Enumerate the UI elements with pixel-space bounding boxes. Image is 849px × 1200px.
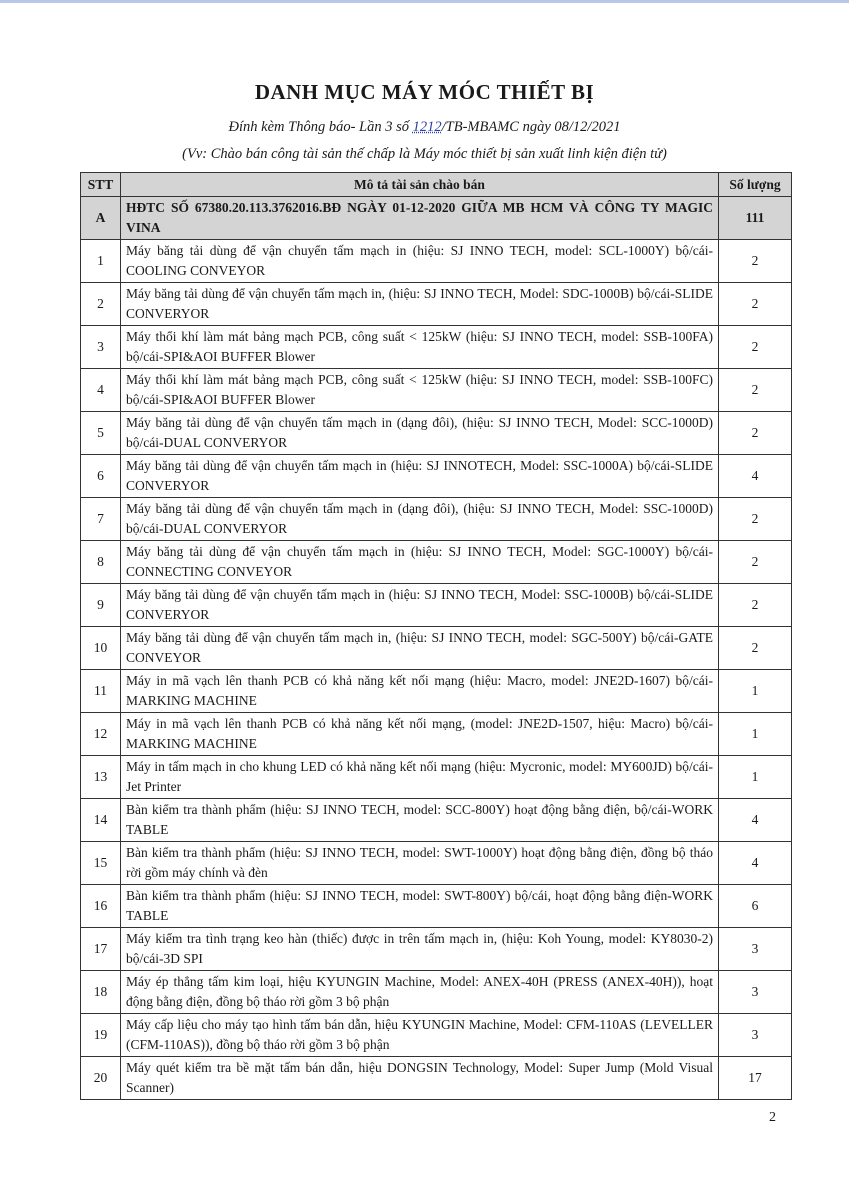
row-quantity: 2 bbox=[719, 326, 792, 369]
row-quantity: 4 bbox=[719, 455, 792, 498]
row-stt: 20 bbox=[81, 1057, 121, 1100]
group-description: HĐTC SỐ 67380.20.113.3762016.BĐ NGÀY 01-12-2020 GIỮA MB HCM VÀ CÔNG TY MAGIC VINA bbox=[121, 197, 719, 240]
row-description: Máy kiểm tra tình trạng keo hàn (thiếc) được in trên tấm mạch in, (hiệu: Koh Young, model: KY8030-2) bộ/cái-3D SPI bbox=[121, 928, 719, 971]
row-quantity: 3 bbox=[719, 928, 792, 971]
document-subject: (Vv: Chào bán công tài sản thế chấp là Máy móc thiết bị sản xuất linh kiện điện tử) bbox=[182, 146, 667, 162]
row-description: Máy quét kiểm tra bề mặt tấm bán dẫn, hiệu DONGSIN Technology, Model: Super Jump (Mold Visual Scanner) bbox=[121, 1057, 719, 1100]
table-row bbox=[81, 412, 792, 455]
header-stt: STT bbox=[81, 173, 121, 197]
row-stt: 9 bbox=[81, 584, 121, 627]
row-quantity: 6 bbox=[719, 885, 792, 928]
row-stt: 10 bbox=[81, 627, 121, 670]
row-stt: 11 bbox=[81, 670, 121, 713]
table-row bbox=[81, 369, 792, 412]
table-row bbox=[81, 885, 792, 928]
page-number: 2 bbox=[769, 1110, 776, 1125]
row-stt: 18 bbox=[81, 971, 121, 1014]
row-quantity: 17 bbox=[719, 1057, 792, 1100]
row-description: Bàn kiểm tra thành phẩm (hiệu: SJ INNO TECH, model: SWT-800Y) bộ/cái, hoạt động bằng điện-WORK TABLE bbox=[121, 885, 719, 928]
table-row bbox=[81, 928, 792, 971]
row-description: Máy thổi khí làm mát bảng mạch PCB, công suất < 125kW (hiệu: SJ INNO TECH, model: SSB-100FA) bộ/cái-SPI&AOI BUFFER Blower bbox=[121, 326, 719, 369]
document-title: DANH MỤC MÁY MÓC THIẾT BỊ bbox=[254, 80, 595, 104]
row-description: Máy băng tải dùng để vận chuyển tấm mạch in (hiệu: SJ INNOTECH, Model: SSC-1000A) bộ/cái-SLIDE CONVERYOR bbox=[121, 455, 719, 498]
table-row bbox=[81, 713, 792, 756]
row-description: Bàn kiểm tra thành phẩm (hiệu: SJ INNO TECH, model: SCC-800Y) hoạt động bằng điện, bộ/cái-WORK TABLE bbox=[121, 799, 719, 842]
row-stt: 4 bbox=[81, 369, 121, 412]
table-header-row bbox=[81, 173, 792, 197]
row-description: Máy in mã vạch lên thanh PCB có khả năng kết nối mạng, (model: JNE2D-1507, hiệu: Macro) bộ/cái-MARKING MACHINE bbox=[121, 713, 719, 756]
row-quantity: 2 bbox=[719, 240, 792, 283]
row-stt: 1 bbox=[81, 240, 121, 283]
asset-table bbox=[80, 172, 792, 1100]
row-description: Máy băng tải dùng để vận chuyển tấm mạch in (hiệu: SJ INNO TECH, Model: SSC-1000B) bộ/cái-SLIDE CONVERYOR bbox=[121, 584, 719, 627]
group-stt: A bbox=[81, 197, 121, 240]
row-description: Máy cấp liệu cho máy tạo hình tấm bán dẫn, hiệu KYUNGIN Machine, Model: CFM-110AS (LEVELLER (CFM-110AS)), đồng bộ tháo rời gồm 3 bộ phận bbox=[121, 1014, 719, 1057]
row-description: Máy băng tải dùng để vận chuyển tấm mạch in (dạng đôi), (hiệu: SJ INNO TECH, Model: SCC-1000D) bộ/cái-DUAL CONVERYOR bbox=[121, 412, 719, 455]
table-row bbox=[81, 240, 792, 283]
table-row bbox=[81, 541, 792, 584]
row-quantity: 2 bbox=[719, 283, 792, 326]
row-quantity: 3 bbox=[719, 971, 792, 1014]
row-stt: 8 bbox=[81, 541, 121, 584]
row-description: Máy băng tải dùng để vận chuyển tấm mạch in (hiệu: SJ INNO TECH, model: SCL-1000Y) bộ/cái-COOLING CONVEYOR bbox=[121, 240, 719, 283]
row-description: Máy ép thẳng tấm kim loại, hiệu KYUNGIN Machine, Model: ANEX-40H (PRESS (ANEX-40H)), hoạt động bằng điện, đồng bộ tháo rời gồm 3 bộ phận bbox=[121, 971, 719, 1014]
row-description: Máy thổi khí làm mát bảng mạch PCB, công suất < 125kW (hiệu: SJ INNO TECH, model: SSB-100FC) bộ/cái-SPI&AOI BUFFER Blower bbox=[121, 369, 719, 412]
row-quantity: 2 bbox=[719, 498, 792, 541]
row-quantity: 1 bbox=[719, 670, 792, 713]
table-row bbox=[81, 283, 792, 326]
row-stt: 14 bbox=[81, 799, 121, 842]
table-row bbox=[81, 670, 792, 713]
row-description: Máy băng tải dùng để vận chuyển tấm mạch in, (hiệu: SJ INNO TECH, Model: SDC-1000B) bộ/cái-SLIDE CONVERYOR bbox=[121, 283, 719, 326]
row-stt: 15 bbox=[81, 842, 121, 885]
table-row bbox=[81, 326, 792, 369]
row-stt: 3 bbox=[81, 326, 121, 369]
table-row bbox=[81, 627, 792, 670]
row-description: Máy băng tải dùng để vận chuyển tấm mạch in (dạng đôi), (hiệu: SJ INNO TECH, Model: SSC-1000D) bộ/cái-DUAL CONVERYOR bbox=[121, 498, 719, 541]
table-row bbox=[81, 971, 792, 1014]
row-description: Máy băng tải dùng để vận chuyển tấm mạch in (hiệu: SJ INNO TECH, Model: SGC-1000Y) bộ/cái-CONNECTING CONVEYOR bbox=[121, 541, 719, 584]
row-quantity: 2 bbox=[719, 541, 792, 584]
row-stt: 19 bbox=[81, 1014, 121, 1057]
row-stt: 12 bbox=[81, 713, 121, 756]
row-quantity: 3 bbox=[719, 1014, 792, 1057]
row-stt: 7 bbox=[81, 498, 121, 541]
row-quantity: 4 bbox=[719, 799, 792, 842]
table-row bbox=[81, 584, 792, 627]
row-stt: 2 bbox=[81, 283, 121, 326]
table-row bbox=[81, 498, 792, 541]
contract-group-row bbox=[81, 197, 792, 240]
notice-number: 1212 bbox=[412, 119, 442, 135]
table-row bbox=[81, 1057, 792, 1100]
row-quantity: 2 bbox=[719, 627, 792, 670]
row-stt: 13 bbox=[81, 756, 121, 799]
row-stt: 6 bbox=[81, 455, 121, 498]
row-description: Máy băng tải dùng để vận chuyển tấm mạch in, (hiệu: SJ INNO TECH, model: SGC-500Y) bộ/cái-GATE CONVEYOR bbox=[121, 627, 719, 670]
scan-edge-mark bbox=[0, 0, 849, 3]
table-row bbox=[81, 756, 792, 799]
row-description: Máy in tấm mạch in cho khung LED có khả năng kết nối mạng (hiệu: Mycronic, model: MY600JD) bộ/cái-Jet Printer bbox=[121, 756, 719, 799]
table-row bbox=[81, 842, 792, 885]
row-quantity: 2 bbox=[719, 369, 792, 412]
table-row bbox=[81, 1014, 792, 1057]
row-description: Bàn kiểm tra thành phẩm (hiệu: SJ INNO TECH, model: SWT-1000Y) hoạt động bằng điện, đồng bộ tháo rời gồm máy chính và đèn bbox=[121, 842, 719, 885]
row-quantity: 2 bbox=[719, 412, 792, 455]
row-quantity: 2 bbox=[719, 584, 792, 627]
header-quantity: Số lượng bbox=[719, 173, 792, 197]
attachment-suffix: /TB-MBAMC ngày 08/12/2021 bbox=[441, 119, 621, 135]
group-quantity: 111 bbox=[719, 197, 792, 240]
table-row bbox=[81, 455, 792, 498]
row-stt: 5 bbox=[81, 412, 121, 455]
attachment-reference bbox=[0, 119, 849, 136]
table-row bbox=[81, 799, 792, 842]
row-description: Máy in mã vạch lên thanh PCB có khả năng kết nối mạng (hiệu: Macro, model: JNE2D-1607) bộ/cái-MARKING MACHINE bbox=[121, 670, 719, 713]
row-stt: 16 bbox=[81, 885, 121, 928]
row-quantity: 1 bbox=[719, 756, 792, 799]
row-stt: 17 bbox=[81, 928, 121, 971]
row-quantity: 4 bbox=[719, 842, 792, 885]
attachment-prefix: Đính kèm Thông báo- Lần 3 số bbox=[228, 119, 413, 135]
row-quantity: 1 bbox=[719, 713, 792, 756]
header-description: Mô tả tài sản chào bán bbox=[121, 173, 719, 197]
